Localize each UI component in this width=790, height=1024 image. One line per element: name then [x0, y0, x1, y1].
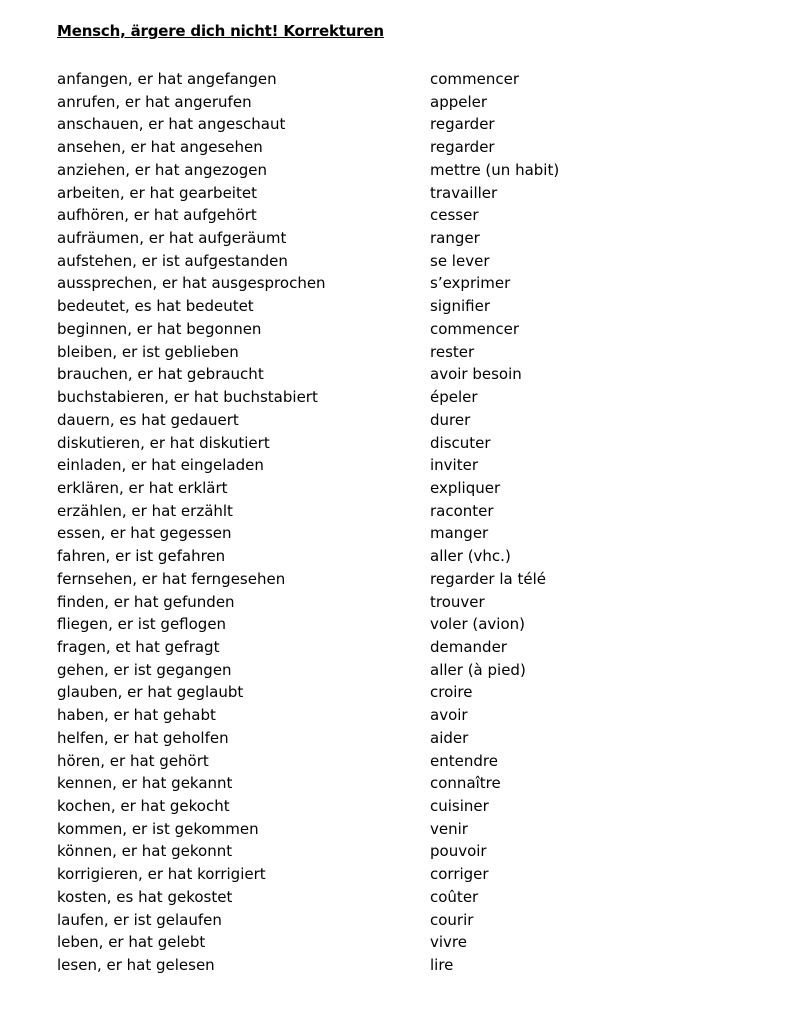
french-translation: manger: [430, 524, 489, 543]
german-verb: brauchen, er hat gebraucht: [57, 365, 264, 384]
french-translation: regarder: [430, 138, 495, 157]
french-translation: avoir: [430, 706, 468, 725]
german-verb: anfangen, er hat angefangen: [57, 70, 277, 88]
vocabulary-row: [57, 886, 757, 909]
french-translation: aller (à pied): [430, 660, 526, 679]
french-translation: mettre (un habit): [430, 160, 560, 179]
french-translation: avoir besoin: [430, 365, 522, 384]
vocabulary-row: [57, 840, 757, 863]
german-verb: finden, er hat gefunden: [57, 592, 235, 611]
vocabulary-row: [57, 295, 757, 318]
vocabulary-row: [57, 750, 757, 773]
vocabulary-row: [57, 204, 757, 227]
german-verb: erzählen, er hat erzählt: [57, 501, 233, 520]
german-verb: leben, er hat gelebt: [57, 933, 206, 952]
french-translation: venir: [430, 819, 468, 838]
german-verb: kosten, es hat gekostet: [57, 887, 233, 906]
german-verb: anziehen, er hat angezogen: [57, 160, 268, 179]
french-translation: regarder: [430, 115, 495, 134]
vocabulary-row: [57, 727, 757, 750]
french-translation: pouvoir: [430, 842, 487, 861]
vocabulary-row: [57, 931, 757, 954]
french-translation: se lever: [430, 251, 490, 270]
vocabulary-row: [57, 272, 757, 295]
vocabulary-row: [57, 113, 757, 136]
german-verb: essen, er hat gegessen: [57, 524, 232, 543]
german-verb: beginnen, er hat begonnen: [57, 319, 262, 338]
german-verb: korrigieren, er hat korrigiert: [57, 865, 266, 884]
vocabulary-row: [57, 341, 757, 364]
german-verb: aufstehen, er ist aufgestanden: [57, 251, 288, 270]
german-verb: anrufen, er hat angerufen: [57, 92, 252, 111]
vocabulary-row: [57, 250, 757, 273]
vocabulary-row: [57, 159, 757, 182]
vocabulary-row: [57, 545, 757, 568]
french-translation: trouver: [430, 592, 485, 611]
german-verb: aufhören, er hat aufgehört: [57, 206, 257, 225]
french-translation: épeler: [430, 388, 478, 407]
french-translation: corriger: [430, 865, 489, 884]
vocabulary-row: [57, 659, 757, 682]
german-verb: laufen, er ist gelaufen: [57, 910, 222, 929]
french-translation: aider: [430, 728, 469, 747]
vocabulary-row: [57, 477, 757, 500]
vocabulary-row: [57, 795, 757, 818]
french-translation: commencer: [430, 319, 520, 338]
german-verb: ansehen, er hat angesehen: [57, 138, 263, 157]
german-verb: haben, er hat gehabt: [57, 706, 216, 725]
german-verb: kennen, er hat gekannt: [57, 774, 233, 793]
vocabulary-row: [57, 954, 757, 977]
german-verb: gehen, er ist gegangen: [57, 660, 232, 679]
german-verb: hören, er hat gehört: [57, 751, 209, 770]
german-verb: kommen, er ist gekommen: [57, 819, 259, 838]
french-translation: entendre: [430, 751, 498, 770]
french-translation: signifier: [430, 297, 491, 316]
french-translation: aller (vhc.): [430, 547, 511, 566]
vocabulary-row: [57, 363, 757, 386]
french-translation: lire: [430, 956, 454, 975]
french-translation: connaître: [430, 774, 501, 793]
french-translation: expliquer: [430, 478, 501, 497]
french-translation: voler (avion): [430, 615, 526, 634]
french-translation: regarder la télé: [430, 569, 547, 588]
french-translation: ranger: [430, 229, 480, 248]
vocabulary-row: [57, 318, 757, 341]
german-verb: bleiben, er ist geblieben: [57, 342, 239, 361]
french-translation: cesser: [430, 206, 479, 225]
french-translation: vivre: [430, 933, 467, 952]
vocabulary-row: [57, 91, 757, 114]
german-verb: fahren, er ist gefahren: [57, 547, 226, 566]
french-translation: discuter: [430, 433, 491, 452]
vocabulary-row: [57, 227, 757, 250]
french-translation: rester: [430, 342, 475, 361]
vocabulary-row: [57, 432, 757, 455]
vocabulary-row: [57, 386, 757, 409]
german-verb: einladen, er hat eingeladen: [57, 456, 264, 475]
vocabulary-row: [57, 591, 757, 614]
page-title: Mensch, ärgere dich nicht! Korrekturen: [57, 22, 384, 40]
vocabulary-row: [57, 772, 757, 795]
german-verb: kochen, er hat gekocht: [57, 797, 230, 815]
vocabulary-row: [57, 136, 757, 159]
vocabulary-row: [57, 818, 757, 841]
german-verb: anschauen, er hat angeschaut: [57, 115, 286, 134]
french-translation: raconter: [430, 501, 494, 520]
french-translation: commencer: [430, 70, 520, 88]
german-verb: fragen, et hat gefragt: [57, 637, 220, 656]
vocabulary-row: [57, 704, 757, 727]
vocabulary-list: [57, 68, 757, 977]
vocabulary-row: [57, 500, 757, 523]
french-translation: appeler: [430, 92, 488, 111]
french-translation: travailler: [430, 183, 498, 202]
french-translation: inviter: [430, 456, 478, 475]
vocabulary-row: [57, 909, 757, 932]
vocabulary-row: [57, 613, 757, 636]
french-translation: s’exprimer: [430, 274, 511, 293]
vocabulary-row: [57, 681, 757, 704]
french-translation: durer: [430, 410, 471, 429]
vocabulary-row: [57, 68, 757, 91]
french-translation: demander: [430, 637, 507, 656]
german-verb: lesen, er hat gelesen: [57, 956, 215, 975]
german-verb: dauern, es hat gedauert: [57, 410, 239, 429]
german-verb: diskutieren, er hat diskutiert: [57, 433, 270, 452]
vocabulary-row: [57, 568, 757, 591]
french-translation: courir: [430, 910, 474, 929]
vocabulary-row: [57, 636, 757, 659]
french-translation: coûter: [430, 887, 479, 906]
german-verb: buchstabieren, er hat buchstabiert: [57, 388, 318, 407]
vocabulary-row: [57, 409, 757, 432]
vocabulary-row: [57, 522, 757, 545]
german-verb: aussprechen, er hat ausgesprochen: [57, 274, 326, 293]
german-verb: bedeutet, es hat bedeutet: [57, 297, 254, 316]
german-verb: können, er hat gekonnt: [57, 842, 233, 861]
french-translation: croire: [430, 683, 473, 702]
german-verb: fernsehen, er hat ferngesehen: [57, 569, 286, 588]
german-verb: arbeiten, er hat gearbeitet: [57, 183, 257, 202]
german-verb: erklären, er hat erklärt: [57, 478, 228, 497]
french-translation: cuisiner: [430, 797, 489, 815]
german-verb: fliegen, er ist geflogen: [57, 615, 227, 634]
german-verb: aufräumen, er hat aufgeräumt: [57, 229, 287, 248]
vocabulary-row: [57, 863, 757, 886]
german-verb: helfen, er hat geholfen: [57, 728, 229, 747]
vocabulary-row: [57, 454, 757, 477]
vocabulary-row: [57, 182, 757, 205]
german-verb: glauben, er hat geglaubt: [57, 683, 244, 702]
